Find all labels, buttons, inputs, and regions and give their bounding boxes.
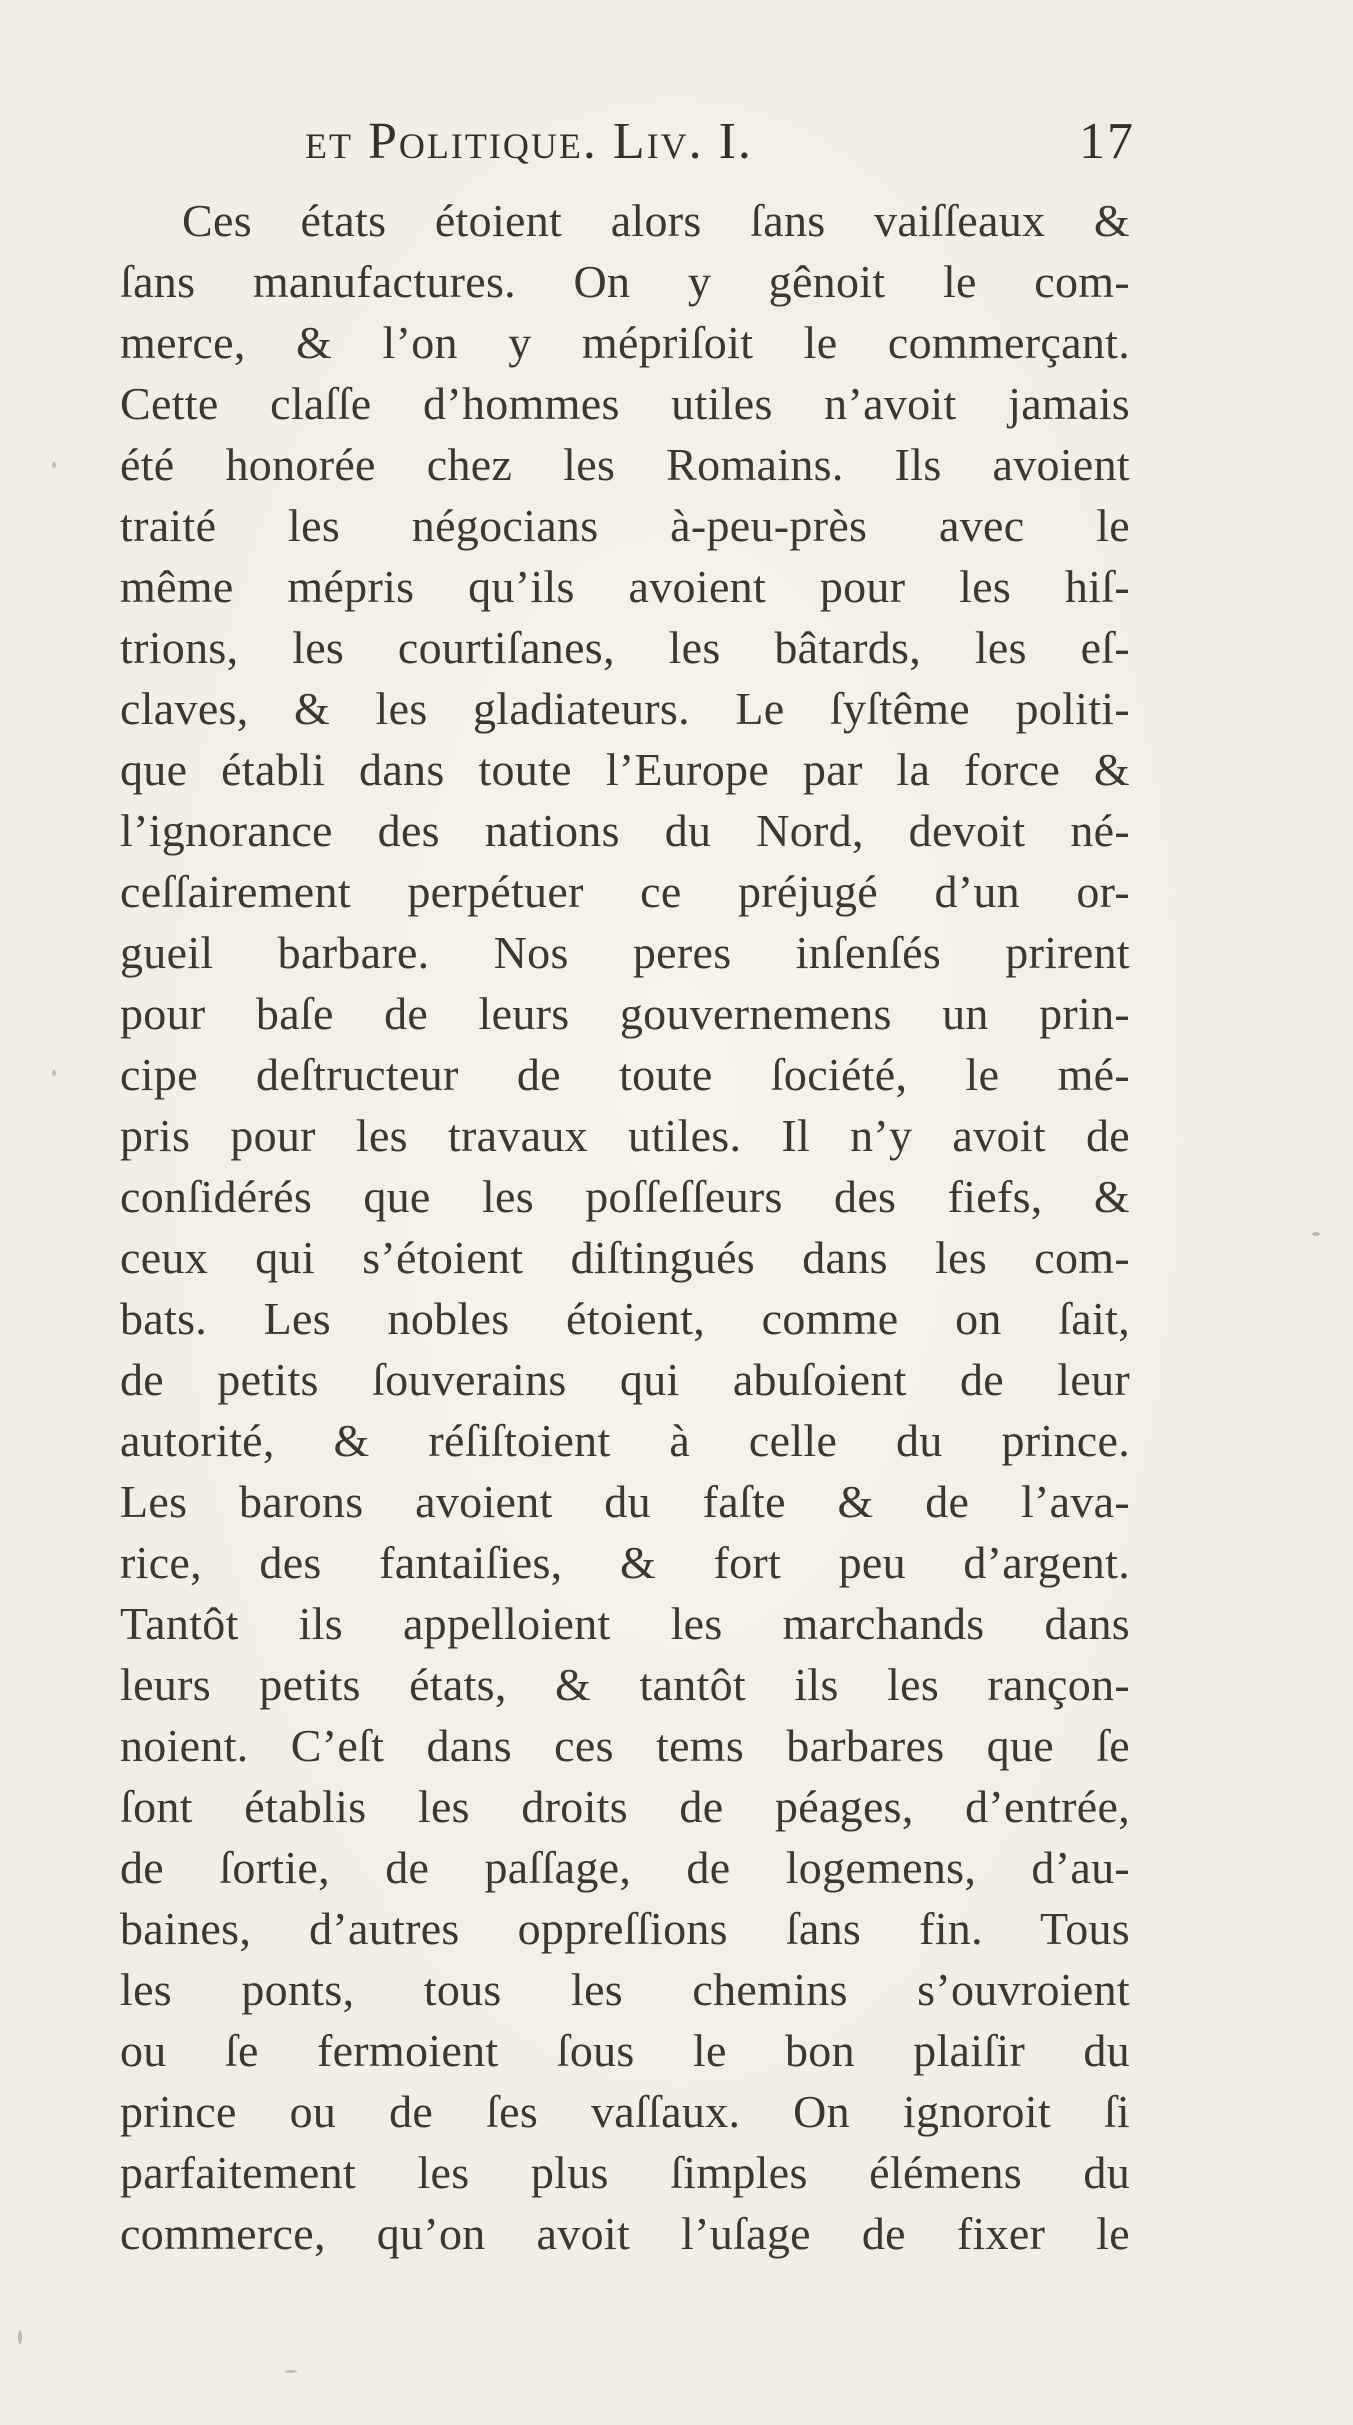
text-line: baines, d’autres oppreſſions ſans fin. Tous [120,1903,1130,1954]
text-line: conſidérés que les poſſeſſeurs des fiefs, & [120,1171,1130,1222]
text-line: rice, des fantaiſies, & fort peu d’argent. [120,1537,1130,1588]
text-line: Tantôt ils appelloient les marchands dans [120,1598,1130,1649]
text-line: noient. C’eſt dans ces tems barbares que ſe [120,1720,1130,1771]
text-line: commerce, qu’on avoit l’uſage de fixer le [120,2208,1130,2259]
text-line: autorité, & réſiſtoient à celle du prince. [120,1415,1130,1466]
text-line: l’ignorance des nations du Nord, devoit né- [120,805,1130,856]
text-line: de ſortie, de paſſage, de logemens, d’au- [120,1842,1130,1893]
text-line: ceux qui s’étoient diſtingués dans les com- [120,1232,1130,1283]
page-number: 17 [1079,113,1135,170]
text-line: bats. Les nobles étoient, comme on ſait, [120,1293,1130,1344]
text-line: merce, & l’on y mépriſoit le commerçant. [120,317,1130,368]
text-line: Les barons avoient du faſte & de l’ava- [120,1476,1130,1527]
paper-speck [52,1070,56,1076]
running-head [305,112,1135,182]
text-line: pour baſe de leurs gouvernemens un prin- [120,988,1130,1039]
text-line: ſont établis les droits de péages, d’entrée, [120,1781,1130,1832]
paper-speck [52,462,56,468]
running-head-title: et Politique. Liv. I. [305,113,753,170]
text-line: ſans manufactures. On y gênoit le com- [120,256,1130,307]
text-line: les ponts, tous les chemins s’ouvroient [120,1964,1130,2015]
text-line: que établi dans toute l’Europe par la force & [120,744,1130,795]
text-line: prince ou de ſes vaſſaux. On ignoroit ſi [120,2086,1130,2137]
paper-speck [1312,1232,1320,1236]
text-line: claves, & les gladiateurs. Le ſyſtême politi- [120,683,1130,734]
text-line: parfaitement les plus ſimples élémens du [120,2147,1130,2198]
paper-speck [285,2370,297,2373]
text-line: ou ſe fermoient ſous le bon plaiſir du [120,2025,1130,2076]
paper-speck [18,2330,22,2344]
text-line: pris pour les travaux utiles. Il n’y avoit de [120,1110,1130,1161]
text-line: traité les négocians à-peu-près avec le [120,500,1130,551]
text-line: Cette claſſe d’hommes utiles n’avoit jamais [120,378,1130,429]
text-line: même mépris qu’ils avoient pour les hiſ- [120,561,1130,612]
text-line: gueil barbare. Nos peres inſenſés prirent [120,927,1130,978]
text-line: leurs petits états, & tantôt ils les rançon- [120,1659,1130,1710]
text-line: ceſſairement perpétuer ce préjugé d’un or- [120,866,1130,917]
text-line: été honorée chez les Romains. Ils avoient [120,439,1130,490]
text-line: trions, les courtiſanes, les bâtards, les eſ- [120,622,1130,673]
text-line: de petits ſouverains qui abuſoient de leur [120,1354,1130,1405]
text-line: Ces états étoient alors ſans vaiſſeaux & [182,195,1130,246]
text-line: cipe deſtructeur de toute ſociété, le mé- [120,1049,1130,1100]
body-text [120,190,1130,2264]
